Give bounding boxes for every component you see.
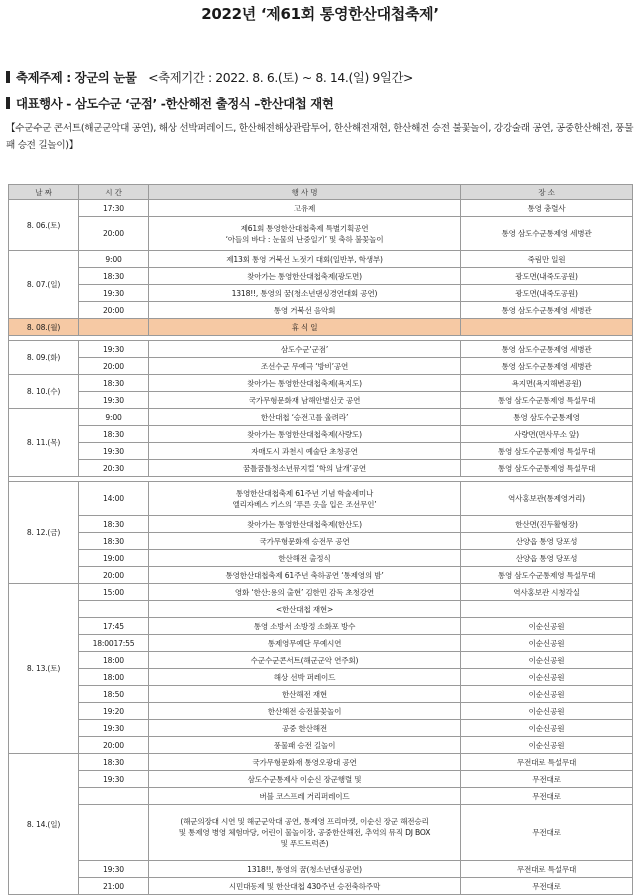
time-cell: 9:00	[79, 409, 149, 426]
festival-theme-line	[6, 68, 413, 86]
event-name-line: 통영한산대첩축제 61주년 기념 학술세미나	[235, 488, 374, 498]
header-event: 행 사 명	[149, 185, 461, 200]
event-name-line: 한산해전 재현	[281, 689, 328, 699]
table-row	[9, 550, 633, 567]
date-cell: 8. 13.(토)	[9, 584, 79, 754]
place-cell: 역사홍보관(통제영거리)	[461, 482, 633, 516]
event-name-line: 제61회 통영한산대첩축제 특별기획공연	[240, 223, 369, 233]
time-cell: 19:00	[79, 550, 149, 567]
table-row	[9, 805, 633, 861]
time-cell: 19:30	[79, 771, 149, 788]
schedule-body	[9, 200, 633, 895]
time-cell: 18:30	[79, 533, 149, 550]
place-cell: 통영 삼도수군통제영 특설무대	[461, 392, 633, 409]
table-row	[9, 878, 633, 895]
place-cell: 무전대로	[461, 788, 633, 805]
time-cell: 18:30	[79, 516, 149, 533]
time-cell: 18:30	[79, 426, 149, 443]
time-cell	[79, 319, 149, 336]
time-cell: 20:00	[79, 737, 149, 754]
event-cell	[149, 788, 461, 805]
table-row	[9, 788, 633, 805]
event-cell	[149, 200, 461, 217]
place-cell: 무전대로 특설무대	[461, 754, 633, 771]
place-cell: 무전대로 특설무대	[461, 861, 633, 878]
event-name-line: <한산대첩 재현>	[275, 604, 334, 614]
time-cell: 18:30	[79, 754, 149, 771]
table-row	[9, 584, 633, 601]
main-event-line	[6, 94, 333, 112]
event-cell	[149, 737, 461, 754]
program-description: 【수군수군 콘서트(해군군악대 공연), 해상 선박퍼레이드, 한산해전해상관람투어, 한산해전재현, 한산해전 승전 불꽃놀이, 강강술래 공연, 공중한산해전, 풍물패 승전 길놀이)】	[6, 123, 634, 151]
place-cell: 통영 삼도수군통제영 세병관	[461, 217, 633, 251]
table-row	[9, 601, 633, 618]
event-cell	[149, 409, 461, 426]
event-cell	[149, 533, 461, 550]
time-cell: 19:20	[79, 703, 149, 720]
place-cell: 광도면(내죽도공원)	[461, 268, 633, 285]
event-name-line: 찾아가는 통영한산대첩축제(광도면)	[247, 271, 362, 281]
time-cell: 20:30	[79, 460, 149, 477]
place-cell: 통영 삼도수군통제영 세병관	[461, 341, 633, 358]
time-cell: 17:30	[79, 200, 149, 217]
event-cell	[149, 302, 461, 319]
event-cell	[149, 285, 461, 302]
event-name-line: 시민대동제 및 한산대첩 430주년 승전축하주막	[228, 881, 381, 891]
place-cell: 무전대로	[461, 878, 633, 895]
table-row	[9, 251, 633, 268]
event-name-line: 휴 식 일	[291, 322, 318, 332]
festival-theme: 축제주제 : 장군의 눈물	[16, 70, 137, 85]
event-cell	[149, 341, 461, 358]
section-bullet-icon	[6, 71, 10, 83]
event-name-line: 통영 거북선 음악회	[273, 305, 336, 315]
date-cell: 8. 09.(화)	[9, 341, 79, 375]
table-row	[9, 652, 633, 669]
table-row	[9, 302, 633, 319]
place-cell: 역사홍보관 시청각실	[461, 584, 633, 601]
event-cell	[149, 703, 461, 720]
event-cell	[149, 686, 461, 703]
place-cell: 이순신공원	[461, 618, 633, 635]
event-name-line: 꿈틀꿈틀청소년뮤지컬 ‘학의 날개’공연	[242, 463, 367, 473]
time-cell: 21:00	[79, 878, 149, 895]
table-row	[9, 268, 633, 285]
place-cell: 무전대로	[461, 771, 633, 788]
place-cell: 이순신공원	[461, 720, 633, 737]
event-cell	[149, 861, 461, 878]
event-name-line: (해군의장대 시연 및 해군군악대 공연, 통제영 프리마켓, 이순신 장군 해전승리	[180, 817, 429, 826]
time-cell: 18:00	[79, 669, 149, 686]
time-cell	[79, 805, 149, 861]
event-cell	[149, 771, 461, 788]
event-name-line: 한산대첩 ‘승전고를 울려라’	[260, 412, 349, 422]
event-name-line: 찾아가는 통영한산대첩축제(한산도)	[247, 519, 362, 529]
event-cell	[149, 754, 461, 771]
event-name-line: 고유제	[293, 203, 316, 213]
event-name-line: 공중 한산해전	[281, 723, 328, 733]
event-name-line: 및 통제영 병영 체험마당, 어린이 물놀이장, 공중한산해전, 추억의 뮤직 DJ BOX	[178, 828, 431, 837]
event-cell	[149, 720, 461, 737]
time-cell: 19:30	[79, 341, 149, 358]
table-row	[9, 443, 633, 460]
time-cell: 17:45	[79, 618, 149, 635]
event-name-line: 조선수군 무예극 ‘방비’공연	[260, 361, 349, 371]
place-cell: 통영 삼도수군통제영 특설무대	[461, 567, 633, 584]
table-row	[9, 720, 633, 737]
event-cell	[149, 618, 461, 635]
place-cell: 이순신공원	[461, 703, 633, 720]
header-place: 장 소	[461, 185, 633, 200]
event-name-line: 찾아가는 통영한산대첩축제(사량도)	[247, 429, 362, 439]
event-name-line: 삼도수군통제사 이순신 장군행렬 및	[247, 774, 362, 784]
event-name-line: 자매도시 과천시 예술단 초청공연	[251, 446, 358, 456]
event-cell	[149, 516, 461, 533]
place-cell: 통영 삼도수군통제영 세병관	[461, 358, 633, 375]
event-name-line: 삼도수군‘군점’	[280, 344, 329, 354]
place-cell: 광도면(내죽도공원)	[461, 285, 633, 302]
main-event: 대표행사 - 삼도수군 ‘군점’ -한산해전 출정식 –한산대첩 재현	[16, 96, 334, 111]
time-cell	[79, 788, 149, 805]
place-cell: 산양읍 통영 당포성	[461, 550, 633, 567]
event-name-line: 엘리자베스 키스의 ‘푸른 옷을 입은 조선무인’	[232, 499, 377, 509]
time-cell: 18:0017:55	[79, 635, 149, 652]
event-name-line: 통영한산대첩축제 61주년 축하공연 ‘통제영의 밤’	[225, 570, 384, 580]
header-date: 날 짜	[9, 185, 79, 200]
date-cell: 8. 10.(수)	[9, 375, 79, 409]
table-row	[9, 686, 633, 703]
event-name-line: 통영 소방서 소방정 소화포 방수	[253, 621, 356, 631]
time-cell: 20:00	[79, 217, 149, 251]
place-cell: 이순신공원	[461, 737, 633, 754]
document-title: 2022년 ‘제61회 통영한산대첩축제’	[201, 5, 439, 23]
table-row	[9, 567, 633, 584]
event-name-line: 수군수군콘서트(해군군악 연주회)	[250, 655, 359, 665]
event-name-line: 제13회 통영 거북선 노젓기 대회(일반부, 학생부)	[226, 254, 383, 264]
event-name-line: 버블 코스프레 거리퍼레이드	[259, 791, 350, 801]
event-cell	[149, 426, 461, 443]
place-cell: 욕지면(욕지해변공원)	[461, 375, 633, 392]
table-row	[9, 200, 633, 217]
time-cell: 9:00	[79, 251, 149, 268]
table-row	[9, 737, 633, 754]
table-row	[9, 533, 633, 550]
place-cell: 통영 삼도수군통제영 세병관	[461, 302, 633, 319]
event-cell	[149, 601, 461, 618]
table-row	[9, 217, 633, 251]
event-name-line: 찾아가는 통영한산대첩축제(욕지도)	[247, 378, 362, 388]
place-cell: 통영 삼도수군통제영	[461, 409, 633, 426]
event-cell	[149, 567, 461, 584]
place-cell: 한산면(진두활형장)	[461, 516, 633, 533]
table-row	[9, 426, 633, 443]
table-row	[9, 285, 633, 302]
time-cell: 19:30	[79, 285, 149, 302]
table-row	[9, 482, 633, 516]
place-cell: 통영 충렬사	[461, 200, 633, 217]
event-name-line: 국가무형문화재 남해안별신굿 공연	[248, 395, 361, 405]
time-cell: 15:00	[79, 584, 149, 601]
date-cell: 8. 14.(일)	[9, 754, 79, 895]
event-cell	[149, 443, 461, 460]
schedule-table	[8, 184, 633, 895]
time-cell: 18:00	[79, 652, 149, 669]
event-cell	[149, 251, 461, 268]
table-row	[9, 375, 633, 392]
event-name-line: 영화 ‘한산:용의 출현’ 김한민 감독 초청강연	[234, 587, 375, 597]
event-cell	[149, 584, 461, 601]
time-cell: 18:50	[79, 686, 149, 703]
table-row	[9, 703, 633, 720]
time-cell: 19:30	[79, 720, 149, 737]
table-header-row	[9, 185, 633, 200]
date-cell: 8. 06.(토)	[9, 200, 79, 251]
place-cell: 통영 삼도수군통제영 특설무대	[461, 460, 633, 477]
table-row	[9, 358, 633, 375]
event-cell	[149, 482, 461, 516]
event-cell	[149, 805, 461, 861]
event-cell	[149, 358, 461, 375]
table-row	[9, 341, 633, 358]
place-cell: 사량면(면사무소 앞)	[461, 426, 633, 443]
time-cell	[79, 601, 149, 618]
event-cell	[149, 217, 461, 251]
event-name-line: 1318!!, 통영의 꿈(청소년댄싱공연)	[247, 864, 362, 874]
place-cell: 무전대로	[461, 805, 633, 861]
event-name-line: 국가무형문화재 통영오광대 공연	[252, 757, 357, 767]
event-cell	[149, 375, 461, 392]
event-cell	[149, 635, 461, 652]
time-cell: 18:30	[79, 375, 149, 392]
table-row	[9, 669, 633, 686]
event-cell	[149, 460, 461, 477]
place-cell: 이순신공원	[461, 686, 633, 703]
event-name-line: 통제영무예단 무예시연	[267, 638, 342, 648]
date-cell: 8. 12.(금)	[9, 482, 79, 584]
time-cell: 18:30	[79, 268, 149, 285]
time-cell: 20:00	[79, 358, 149, 375]
date-cell: 8. 07.(일)	[9, 251, 79, 319]
table-row	[9, 409, 633, 426]
table-row	[9, 771, 633, 788]
header-time: 시 간	[79, 185, 149, 200]
event-cell	[149, 652, 461, 669]
event-cell	[149, 550, 461, 567]
time-cell: 20:00	[79, 567, 149, 584]
table-row	[9, 516, 633, 533]
festival-period: <축제기간 : 2022. 8. 6.(토) ~ 8. 14.(일) 9일간>	[148, 70, 414, 85]
table-row	[9, 319, 633, 336]
event-name-line: 해상 선박 퍼레이드	[273, 672, 336, 682]
event-cell	[149, 669, 461, 686]
event-name-line: 한산해전 출정식	[278, 553, 331, 563]
place-cell	[461, 319, 633, 336]
event-name-line: 및 푸드트럭존)	[280, 839, 329, 848]
place-cell: 산양읍 통영 당포성	[461, 533, 633, 550]
time-cell: 19:30	[79, 392, 149, 409]
time-cell: 20:00	[79, 302, 149, 319]
table-row	[9, 460, 633, 477]
time-cell: 19:30	[79, 443, 149, 460]
place-cell: 죽림만 일원	[461, 251, 633, 268]
time-cell: 14:00	[79, 482, 149, 516]
date-cell: 8. 11.(목)	[9, 409, 79, 477]
table-row	[9, 754, 633, 771]
place-cell: 이순신공원	[461, 635, 633, 652]
place-cell: 이순신공원	[461, 652, 633, 669]
event-cell	[149, 878, 461, 895]
event-name-line: 풍물패 승전 길놀이	[273, 740, 336, 750]
table-row	[9, 392, 633, 409]
event-cell	[149, 268, 461, 285]
table-row	[9, 618, 633, 635]
place-cell: 통영 삼도수군통제영 특설무대	[461, 443, 633, 460]
place-cell	[461, 601, 633, 618]
event-name-line: 한산해전 승전불꽃놀이	[267, 706, 342, 716]
place-cell: 이순신공원	[461, 669, 633, 686]
section-bullet-icon	[6, 97, 10, 109]
table-row	[9, 635, 633, 652]
event-name-line: ‘아들의 바다 : 눈물의 난중일기’ 및 축하 불꽃놀이	[225, 234, 384, 244]
event-cell	[149, 319, 461, 336]
date-cell: 8. 08.(월)	[9, 319, 79, 336]
event-name-line: 1318!!, 통영의 꿈(청소년댄싱경연대회 공연)	[231, 288, 378, 298]
time-cell: 19:30	[79, 861, 149, 878]
table-row	[9, 861, 633, 878]
event-name-line: 국가무형문화재 승전무 공연	[259, 536, 350, 546]
event-cell	[149, 392, 461, 409]
